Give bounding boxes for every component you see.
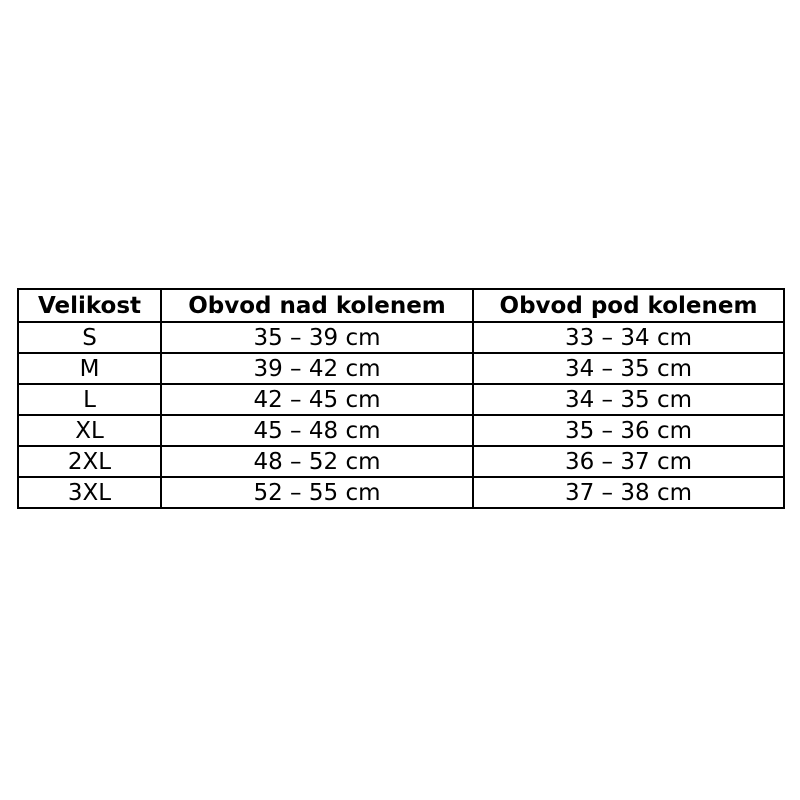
- header-above-knee: Obvod nad kolenem: [161, 289, 473, 322]
- table-row: [18, 353, 784, 384]
- above-knee-cell: 48 – 52 cm: [161, 446, 473, 477]
- above-knee-cell: 45 – 48 cm: [161, 415, 473, 446]
- above-knee-cell: 39 – 42 cm: [161, 353, 473, 384]
- table-row: [18, 415, 784, 446]
- below-knee-cell: 34 – 35 cm: [473, 384, 784, 415]
- above-knee-cell: 35 – 39 cm: [161, 322, 473, 353]
- table-row: [18, 322, 784, 353]
- size-cell: XL: [18, 415, 161, 446]
- size-chart-table: [17, 288, 785, 509]
- size-cell: M: [18, 353, 161, 384]
- below-knee-cell: 33 – 34 cm: [473, 322, 784, 353]
- size-cell: 2XL: [18, 446, 161, 477]
- header-size: Velikost: [18, 289, 161, 322]
- above-knee-cell: 42 – 45 cm: [161, 384, 473, 415]
- below-knee-cell: 34 – 35 cm: [473, 353, 784, 384]
- below-knee-cell: 36 – 37 cm: [473, 446, 784, 477]
- below-knee-cell: 37 – 38 cm: [473, 477, 784, 508]
- header-below-knee: Obvod pod kolenem: [473, 289, 784, 322]
- header-row: [18, 289, 784, 322]
- size-cell: 3XL: [18, 477, 161, 508]
- below-knee-cell: 35 – 36 cm: [473, 415, 784, 446]
- table-row: [18, 446, 784, 477]
- above-knee-cell: 52 – 55 cm: [161, 477, 473, 508]
- size-cell: S: [18, 322, 161, 353]
- table-row: [18, 384, 784, 415]
- size-cell: L: [18, 384, 161, 415]
- table-row: [18, 477, 784, 508]
